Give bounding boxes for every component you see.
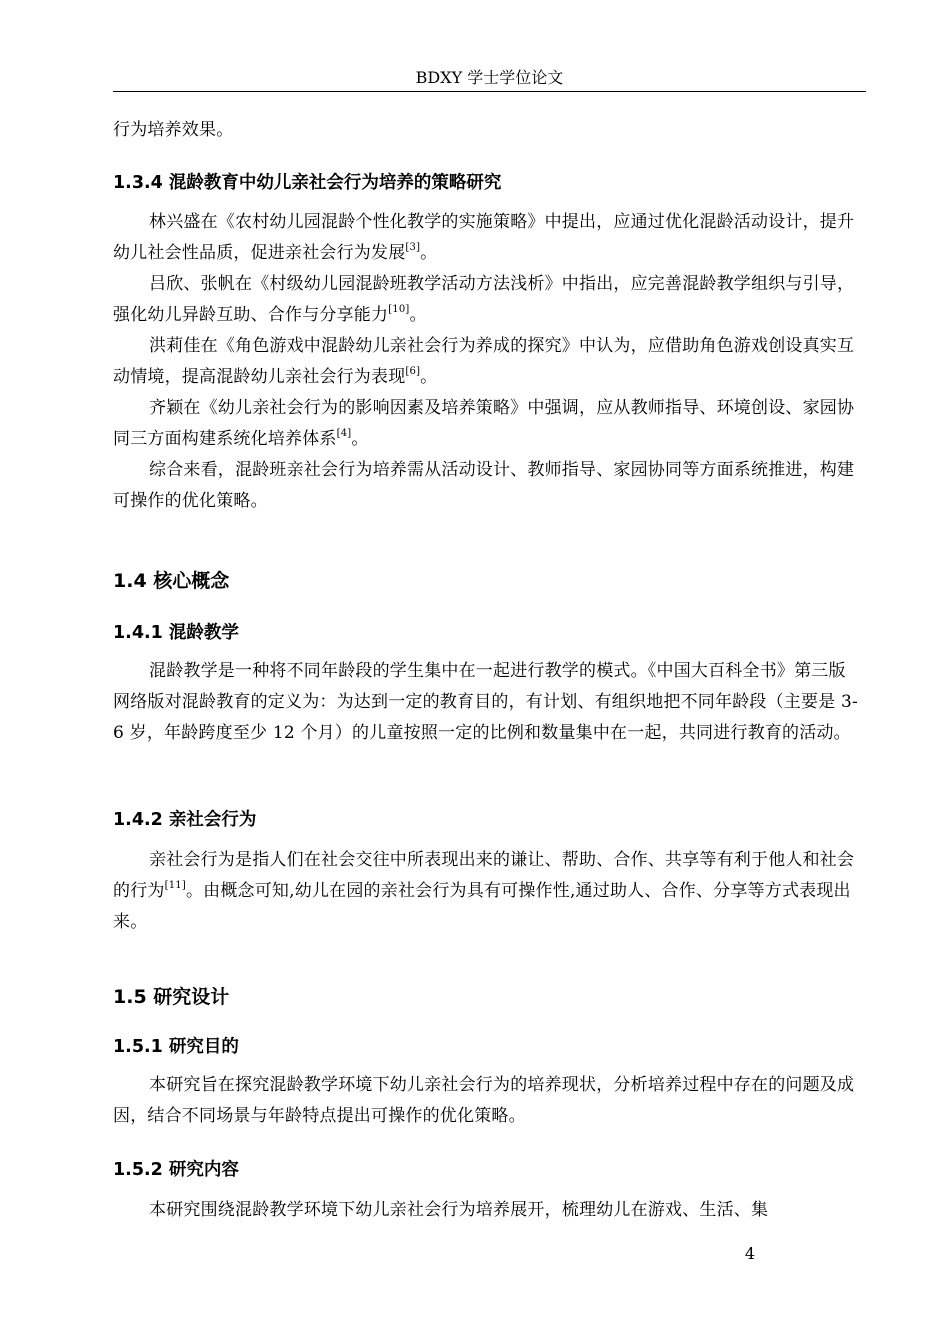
heading-text: 1.5.2 研究内容 [113,1160,239,1180]
section-heading-1-5 [113,982,859,1012]
paragraph-text: 洪莉佳在《角色游戏中混龄幼儿亲社会行为养成的探究》中认为，应借助角色游戏创设真实互动情境，提高混龄幼儿亲社会行为表现 [113,336,855,387]
paragraph [113,845,859,938]
citation-ref: [6] [405,366,421,377]
paragraph [113,207,859,269]
page-number: 4 [744,1244,755,1263]
heading-text: 1.3.4 混龄教育中幼儿亲社会行为培养的策略研究 [113,173,502,193]
section-heading-1-4-1 [113,618,859,648]
section-heading-1-5-2 [113,1155,859,1185]
section-1-5-1-body [113,1070,859,1132]
running-header: BDXY 学士学位论文 [415,68,564,87]
citation-ref: [4] [336,428,352,439]
section-1-3-4-body [113,207,859,517]
paragraph-text: 综合来看，混龄班亲社会行为培养需从活动设计、教师指导、家园协同等方面系统推进，构建可操作的优化策略。 [113,460,855,511]
paragraph-text: 齐颖在《幼儿亲社会行为的影响因素及培养策略》中强调，应从教师指导、环境创设、家园协同三方面构建系统化培养体系 [113,398,855,449]
paragraph-end: 。 [420,367,438,387]
paragraph-text: 林兴盛在《农村幼儿园混龄个性化教学的实施策略》中提出，应通过优化混龄活动设计，提升幼儿社会性品质，促进亲社会行为发展 [113,212,855,263]
heading-text: 1.4 核心概念 [113,570,230,592]
paragraph-text: 本研究围绕混龄教学环境下幼儿亲社会行为培养展开，梳理幼儿在游戏、生活、集 [149,1200,769,1220]
paragraph-end: 。 [409,305,427,325]
header-rule [113,91,866,92]
paragraph-text: 吕欣、张帆在《村级幼儿园混龄班教学活动方法浅析》中指出，应完善混龄教学组织与引导，强化幼儿异龄互助、合作与分享能力 [113,274,855,325]
paragraph-text: 混龄教学是一种将不同年龄段的学生集中在一起进行教学的模式。《中国大百科全书》第三版网络版对混龄教育的定义为：为达到一定的教育目的，有计划、有组织地把不同年龄段（主要是 3-6 岁，年龄跨度至少 12 个月）的儿童按照一定的比例和数量集中在一起，共同进行教育的活动。 [113,661,858,743]
section-1-4-1-body [113,656,859,749]
paragraph-text: 本研究旨在探究混龄教学环境下幼儿亲社会行为的培养现状，分析培养过程中存在的问题及成因，结合不同场景与年龄特点提出可操作的优化策略。 [113,1075,855,1126]
section-heading-1-4 [113,566,859,596]
heading-text: 1.4.1 混龄教学 [113,623,239,643]
continuation-paragraph [113,115,859,146]
paragraph-text: 行为培养效果。 [113,120,234,140]
paragraph [113,393,859,455]
paragraph-end: 。 [351,429,369,449]
paragraph [113,269,859,331]
citation-ref: [3] [405,242,421,253]
section-heading-1-5-1 [113,1032,859,1062]
citation-ref: [11] [164,880,186,891]
paragraph-text: 。由概念可知,幼儿在园的亲社会行为具有可操作性,通过助人、合作、分享等方式表现出来。 [113,881,851,932]
section-heading-1-4-2 [113,805,859,835]
heading-text: 1.4.2 亲社会行为 [113,810,257,830]
section-1-4-2-body [113,845,859,938]
paragraph-text: 亲社会行为是指人们在社会交往中所表现出来的谦让、帮助、合作、共享等有利于他人和社会的行为 [113,850,855,901]
heading-text: 1.5.1 研究目的 [113,1037,239,1057]
heading-text: 1.5 研究设计 [113,986,230,1008]
section-heading-1-3-4 [113,168,859,198]
paragraph-end: 。 [420,243,438,263]
citation-ref: [10] [388,304,410,315]
section-1-5-2-body [113,1195,859,1226]
paragraph [113,331,859,393]
